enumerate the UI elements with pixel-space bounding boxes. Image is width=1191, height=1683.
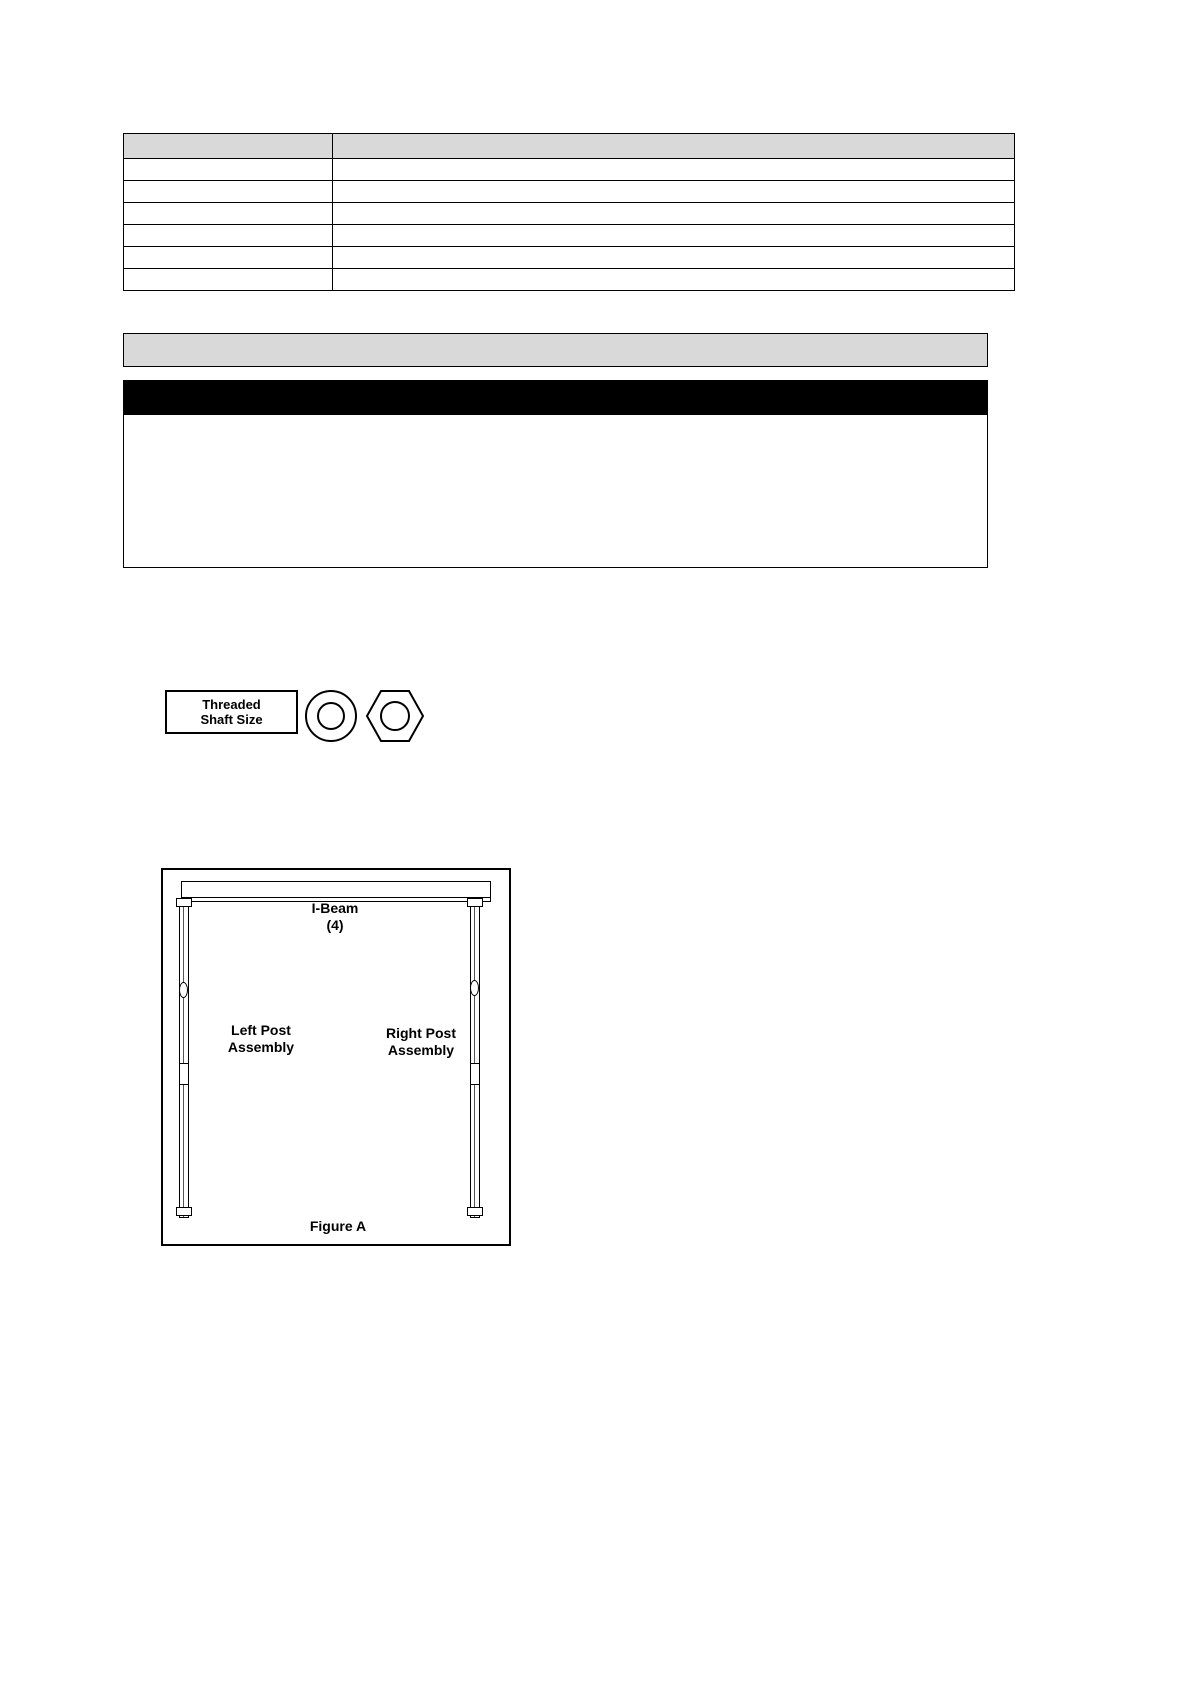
left-post-bottom-cap — [176, 1207, 192, 1216]
parts-table-body — [124, 159, 1015, 291]
table-row — [124, 159, 1015, 181]
i-beam-label — [275, 900, 395, 934]
table-cell-description — [333, 269, 1015, 291]
left-post-top-cap — [176, 898, 192, 907]
left-post-graphic — [177, 900, 191, 1218]
warning-header — [124, 381, 987, 415]
i-beam-count-text: (4) — [326, 917, 344, 933]
i-beam-graphic — [181, 881, 491, 902]
warning-body — [124, 415, 987, 435]
table-header-cell-0 — [124, 134, 333, 159]
left-post-knob — [179, 982, 188, 998]
threaded-shaft-size-label — [165, 690, 298, 734]
right-post-bracket — [470, 1063, 480, 1085]
figure-caption: Figure A — [309, 1218, 367, 1234]
washer-icon — [303, 688, 359, 749]
hex-nut-icon — [365, 688, 425, 749]
left-post-label-line2: Assembly — [227, 1039, 295, 1055]
right-post-bottom-cap — [467, 1207, 483, 1216]
table-cell-part — [124, 181, 333, 203]
table-cell-part — [124, 269, 333, 291]
parts-table-head — [124, 134, 1015, 159]
right-post-shaft — [470, 900, 480, 1218]
table-cell-part — [124, 247, 333, 269]
parts-table — [123, 133, 1015, 291]
table-row — [124, 247, 1015, 269]
table-cell-part — [124, 159, 333, 181]
right-post-top-cap — [467, 898, 483, 907]
table-header-cell-1 — [333, 134, 1015, 159]
right-post-knob — [470, 980, 479, 996]
table-header-row — [124, 134, 1015, 159]
legend-label-line1: Threaded — [202, 697, 261, 712]
left-post-assembly-label — [201, 1022, 321, 1056]
right-post-graphic — [468, 900, 482, 1218]
table-cell-part — [124, 203, 333, 225]
table-cell-description — [333, 181, 1015, 203]
i-beam-label-text: I-Beam — [311, 900, 359, 916]
table-row — [124, 225, 1015, 247]
table-cell-description — [333, 247, 1015, 269]
section-banner — [123, 333, 988, 367]
table-cell-description — [333, 225, 1015, 247]
table-row — [124, 181, 1015, 203]
right-post-label-line2: Assembly — [387, 1042, 455, 1058]
table-row — [124, 269, 1015, 291]
right-post-assembly-label — [361, 1025, 481, 1059]
figure-a — [161, 868, 511, 1246]
left-post-label-line1: Left Post — [231, 1022, 291, 1038]
legend-label-line2: Shaft Size — [200, 712, 263, 727]
left-post-bracket — [179, 1063, 189, 1085]
left-post-shaft — [179, 900, 189, 1218]
right-post-label-line1: Right Post — [386, 1025, 456, 1041]
table-cell-part — [124, 225, 333, 247]
hardware-legend — [165, 688, 425, 744]
table-cell-description — [333, 159, 1015, 181]
table-cell-description — [333, 203, 1015, 225]
table-row — [124, 203, 1015, 225]
warning-box — [123, 380, 988, 568]
